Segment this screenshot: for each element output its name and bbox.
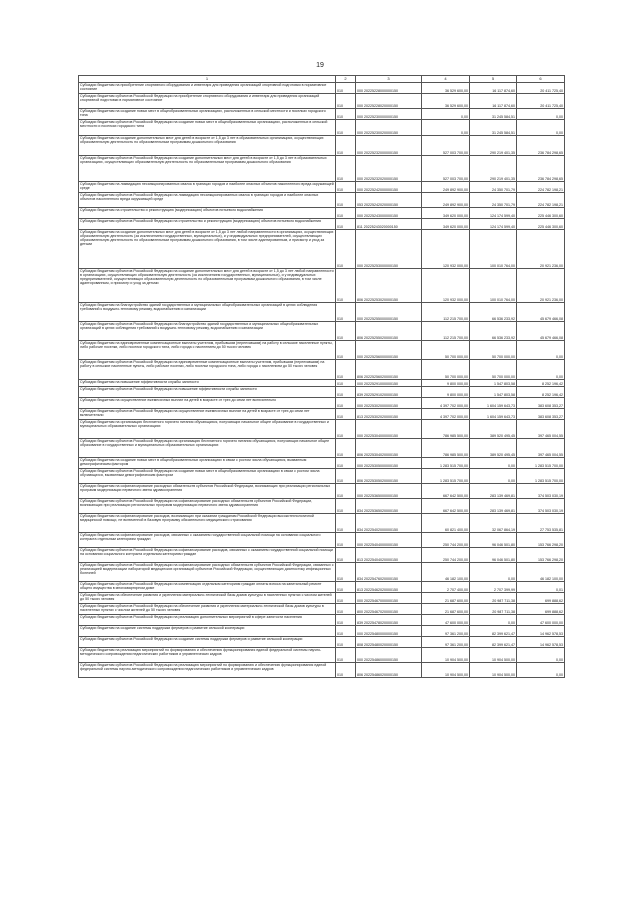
- approved-amount: 112 215 700,00: [422, 322, 470, 341]
- budget-code: 010: [336, 83, 356, 94]
- column-number: 6: [517, 76, 565, 83]
- classification-code: 808 20225480020000150: [356, 637, 422, 648]
- classification-code: 000 20225230000000150: [356, 109, 422, 120]
- approved-amount: 36 529 600,00: [422, 94, 470, 109]
- executed-amount: 1 604 159 643,73: [470, 398, 517, 409]
- table-row: [79, 420, 565, 439]
- column-number: 3: [356, 76, 422, 83]
- approved-amount: 120 932 000,00: [422, 230, 470, 269]
- budget-code: 010: [336, 322, 356, 341]
- remaining-amount: 20 411 725,40: [517, 94, 565, 109]
- approved-amount: 120 932 000,00: [422, 269, 470, 303]
- remaining-amount: 225 446 300,60: [517, 219, 565, 230]
- row-name: Субсидии бюджетам субъектов Российской Федерации на создание новых мест в общеобразовательных организациях, расположенных в сельской местности и поселках городского типа: [79, 120, 336, 136]
- table-row: [79, 387, 565, 398]
- approved-amount: 527 003 700,00: [422, 136, 470, 156]
- row-name: Субсидии бюджетам на реализацию мероприятий по формированию и обеспечению функционирования единой федеральной системы научно-методического сопровождения педагогических работников и управленческих кадров: [79, 648, 336, 663]
- classification-code: 000 20225305000000150: [356, 458, 422, 469]
- budget-code: 010: [336, 626, 356, 637]
- budget-code: 010: [336, 499, 356, 514]
- budget-code: 010: [336, 514, 356, 533]
- row-name: Субсидии бюджетам на софинансирование расходов, связанных с оказанием государственной социальной помощи на основании социального контракта отдельным категориям граждан: [79, 533, 336, 548]
- budget-code: 010: [336, 484, 356, 499]
- remaining-amount: 225 446 300,60: [517, 208, 565, 219]
- table-row: [79, 193, 565, 208]
- classification-code: 813 20225462020000150: [356, 582, 422, 593]
- approved-amount: 2 707 400,00: [422, 582, 470, 593]
- table-row: [79, 458, 565, 469]
- column-number: 5: [470, 76, 517, 83]
- row-name: Субсидии бюджетам на приобретение спортивного оборудования и инвентаря для приведения организаций спортивной подготовки в нормативное состояние: [79, 83, 336, 94]
- executed-amount: 2 707 399,99: [470, 582, 517, 593]
- executed-amount: 1 547 803,58: [470, 380, 517, 387]
- remaining-amount: 20 411 725,40: [517, 83, 565, 94]
- remaining-amount: 224 782 198,21: [517, 182, 565, 193]
- budget-code: 010: [336, 341, 356, 360]
- table-row: [79, 484, 565, 499]
- classification-code: 053 20225242020000150: [356, 193, 422, 208]
- row-name: Субсидии бюджетам субъектов Российской Федерации на реализацию дополнительных мероприятий в сфере занятости населения: [79, 615, 336, 626]
- executed-amount: 290 219 401,35: [470, 136, 517, 156]
- remaining-amount: 20 921 236,00: [517, 269, 565, 303]
- executed-amount: 66 536 233,92: [470, 303, 517, 322]
- remaining-amount: 14 962 578,53: [517, 637, 565, 648]
- classification-code: 834 20225402000000150: [356, 514, 422, 533]
- classification-code: 000 20225232000000150: [356, 136, 422, 156]
- table-row: [79, 120, 565, 136]
- table-row: [79, 94, 565, 109]
- table-row: [79, 563, 565, 582]
- approved-amount: 786 985 500,00: [422, 439, 470, 458]
- executed-amount: 31 245 584,51: [470, 109, 517, 120]
- page-number: 19: [316, 62, 324, 69]
- classification-code: 806 20225486020000150: [356, 663, 422, 678]
- executed-amount: 50 700 000,00: [470, 360, 517, 380]
- budget-table: [78, 75, 565, 678]
- remaining-amount: 8 252 196,42: [517, 380, 565, 387]
- budget-code: 010: [336, 208, 356, 219]
- row-name: Субсидии бюджетам субъектов Российской Федерации на ликвидацию несанкционированных свалок в границах городов и наиболее опасных объектов накопленного вреда окружающей среде: [79, 193, 336, 208]
- approved-amount: 10 904 500,00: [422, 663, 470, 678]
- row-name: Субсидии бюджетам на софинансирование расходов, возникающих при оказании гражданам Российской Федерации высокотехнологичной медицинской помощи, не включенной в базовую программу обязательного медицинского страхования: [79, 514, 336, 533]
- remaining-amount: 45 679 466,08: [517, 322, 565, 341]
- table-row: [79, 548, 565, 563]
- classification-code: 000 20225255000000150: [356, 303, 422, 322]
- approved-amount: 21 687 600,00: [422, 604, 470, 615]
- approved-amount: 249 892 900,00: [422, 182, 470, 193]
- row-name: Субсидии бюджетам субъектов Российской Федерации на строительство и реконструкцию (модернизацию) объектов питьевого водоснабжения: [79, 219, 336, 230]
- budget-code: 010: [336, 604, 356, 615]
- row-name: Субсидии бюджетам субъектов Российской Федерации на реализацию мероприятий по формированию и обеспечению функционирования единой федеральной системы научно-методического сопровождения педагогических работников и управленческих кадров: [79, 663, 336, 678]
- classification-code: 000 20225228000000150: [356, 83, 422, 94]
- row-name: Субсидии бюджетам субъектов Российской Федерации на осуществление ежемесячных выплат на детей в возрасте от трех до семи лет включительно: [79, 409, 336, 420]
- classification-code: 000 20225253000000150: [356, 230, 422, 269]
- classification-code: 000 20225243000000150: [356, 208, 422, 219]
- executed-amount: 24 350 701,79: [470, 182, 517, 193]
- row-name: Субсидии бюджетам на создание новых мест в общеобразовательных организациях в связи с ростом числа обучающихся, вызванным демографическим фактором: [79, 458, 336, 469]
- table-row: [79, 156, 565, 182]
- row-name: Субсидии бюджетам субъектов Российской Федерации на приобретение спортивного оборудования и инвентаря для приведения организаций спортивной подготовки в нормативное состояние: [79, 94, 336, 109]
- budget-code: 010: [336, 469, 356, 484]
- table-row: [79, 615, 565, 626]
- remaining-amount: 27 753 535,81: [517, 514, 565, 533]
- remaining-amount: 8 252 196,42: [517, 387, 565, 398]
- table-row: [79, 230, 565, 269]
- row-name: Субсидии бюджетам субъектов Российской Федерации на софинансирование расходов, связанных с оказанием государственной социальной помощи на основании социального контракта отдельным категориям граждан: [79, 548, 336, 563]
- executed-amount: 389 520 495,45: [470, 420, 517, 439]
- classification-code: 834 20225365020000150: [356, 499, 422, 514]
- table-row: [79, 514, 565, 533]
- classification-code: 000 20225232020000150: [356, 156, 422, 182]
- table-row: [79, 533, 565, 548]
- budget-code: 010: [336, 360, 356, 380]
- approved-amount: 60 821 400,00: [422, 514, 470, 533]
- approved-amount: 527 003 700,00: [422, 156, 470, 182]
- table-row: [79, 499, 565, 514]
- row-name: Субсидии бюджетам субъектов Российской Федерации на обеспечение развития и укрепления материально-технической базы домов культуры в населенных пунктах с числом жителей до 50 тысяч человек: [79, 604, 336, 615]
- executed-amount: 0,00: [470, 458, 517, 469]
- remaining-amount: 47 600 000,00: [517, 615, 565, 626]
- remaining-amount: 397 465 004,55: [517, 420, 565, 439]
- row-name: Субсидии бюджетам на создание дополнительных мест для детей в возрасте от 1,5 до 3 лет в образовательных организациях, осуществляющих образовательную деятельность по образовательным программам дошкольного образования: [79, 136, 336, 156]
- table-row: [79, 439, 565, 458]
- classification-code: 000 20225228020000150: [356, 94, 422, 109]
- budget-code: 010: [336, 439, 356, 458]
- remaining-amount: 20 921 236,00: [517, 230, 565, 269]
- budget-code: 010: [336, 648, 356, 663]
- executed-amount: 32 067 864,19: [470, 514, 517, 533]
- approved-amount: 250 744 200,00: [422, 548, 470, 563]
- approved-amount: 4 397 702 000,00: [422, 409, 470, 420]
- column-number: 2: [336, 76, 356, 83]
- approved-amount: 97 361 200,00: [422, 626, 470, 637]
- table-row: [79, 322, 565, 341]
- remaining-amount: 46 182 100,00: [517, 563, 565, 582]
- remaining-amount: 1 283 515 700,00: [517, 469, 565, 484]
- table-row: [79, 663, 565, 678]
- classification-code: 000 20225302000000150: [356, 398, 422, 409]
- row-name: Субсидии бюджетам на благоустройство зданий государственных и муниципальных общеобразовательных организаций в целях соблюдения требований к воздушно-тепловому режиму, водоснабжению и канализации: [79, 303, 336, 322]
- remaining-amount: 236 784 298,65: [517, 156, 565, 182]
- budget-code: 010: [336, 380, 356, 387]
- approved-amount: 1 283 515 700,00: [422, 458, 470, 469]
- executed-amount: 82 399 621,47: [470, 637, 517, 648]
- row-name: Субсидии бюджетам на строительство и реконструкцию (модернизацию) объектов питьевого водоснабжения: [79, 208, 336, 219]
- classification-code: 000 20225291000000150: [356, 380, 422, 387]
- remaining-amount: 0,00: [517, 109, 565, 120]
- table-row: [79, 219, 565, 230]
- approved-amount: 250 744 200,00: [422, 533, 470, 548]
- remaining-amount: 699 888,62: [517, 593, 565, 604]
- remaining-amount: 374 503 030,19: [517, 484, 565, 499]
- remaining-amount: 0,00: [517, 663, 565, 678]
- budget-code: 010: [336, 663, 356, 678]
- row-name: Субсидии бюджетам субъектов Российской Федерации на создание новых мест в общеобразовательных организациях в связи с ростом числа обучающихся, вызванным демографическим фактором: [79, 469, 336, 484]
- approved-amount: 249 892 900,00: [422, 193, 470, 208]
- budget-code: 010: [336, 120, 356, 136]
- remaining-amount: 699 888,62: [517, 604, 565, 615]
- remaining-amount: 1 283 515 700,00: [517, 458, 565, 469]
- remaining-amount: 374 503 030,19: [517, 499, 565, 514]
- table-row: [79, 626, 565, 637]
- classification-code: 806 20225255020000150: [356, 322, 422, 341]
- table-row: [79, 604, 565, 615]
- approved-amount: 47 600 000,00: [422, 615, 470, 626]
- table-body: [79, 76, 565, 678]
- budget-code: 010: [336, 303, 356, 322]
- remaining-amount: 0,00: [517, 360, 565, 380]
- executed-amount: 100 010 764,00: [470, 230, 517, 269]
- column-number: 4: [422, 76, 470, 83]
- table-row: [79, 109, 565, 120]
- budget-code: 010: [336, 230, 356, 269]
- budget-code: 010: [336, 409, 356, 420]
- executed-amount: 96 046 501,80: [470, 548, 517, 563]
- table-row: [79, 469, 565, 484]
- remaining-amount: 0,00: [517, 648, 565, 663]
- budget-code: 010: [336, 387, 356, 398]
- row-name: Субсидии бюджетам на создание системы поддержки фермеров и развитие сельской кооперации: [79, 626, 336, 637]
- executed-amount: 1 547 803,58: [470, 387, 517, 398]
- budget-code: 010: [336, 533, 356, 548]
- executed-amount: 0,00: [470, 615, 517, 626]
- budget-code: 010: [336, 563, 356, 582]
- classification-code: 000 20225242000000150: [356, 182, 422, 193]
- remaining-amount: 383 608 353,27: [517, 398, 565, 409]
- budget-code: 010: [336, 156, 356, 182]
- approved-amount: 97 361 200,00: [422, 637, 470, 648]
- approved-amount: 46 182 100,00: [422, 563, 470, 582]
- approved-amount: 349 620 000,00: [422, 208, 470, 219]
- executed-amount: 82 399 621,47: [470, 626, 517, 637]
- executed-amount: 50 700 000,00: [470, 341, 517, 360]
- row-name: Субсидии бюджетам субъектов Российской Федерации на создание дополнительных мест для детей в возрасте от 1,5 до 3 лет любой направленности в организациях, осуществляющих образовательную деятельность (за исключением государственных, муниципальных), и у индивидуальных предпринимателей, осуществляющих образовательную деятельность по образовательным программам дошкольного образования, в том числе адаптированным, и присмотр и уход за детьми: [79, 269, 336, 303]
- remaining-amount: 0,01: [517, 582, 565, 593]
- classification-code: 000 20225486000000150: [356, 648, 422, 663]
- executed-amount: 0,00: [470, 469, 517, 484]
- table-row: [79, 593, 565, 604]
- table-row: [79, 637, 565, 648]
- executed-amount: 100 010 764,00: [470, 269, 517, 303]
- approved-amount: 1 283 515 700,00: [422, 469, 470, 484]
- executed-amount: 20 987 711,38: [470, 593, 517, 604]
- row-name: Субсидии бюджетам на создание новых мест в общеобразовательных организациях, расположенных в сельской местности и поселках городского типа: [79, 109, 336, 120]
- remaining-amount: 153 766 298,20: [517, 548, 565, 563]
- executed-amount: 124 174 599,40: [470, 208, 517, 219]
- executed-amount: 389 520 495,45: [470, 439, 517, 458]
- budget-code: 010: [336, 182, 356, 193]
- budget-code: 010: [336, 548, 356, 563]
- budget-code: 010: [336, 109, 356, 120]
- remaining-amount: 383 608 353,27: [517, 409, 565, 420]
- row-name: Субсидии бюджетам на обеспечение развития и укрепления материально-технической базы домов культуры в населенных пунктах с числом жителей до 50 тысяч человек: [79, 593, 336, 604]
- approved-amount: 112 215 700,00: [422, 303, 470, 322]
- approved-amount: 4 397 702 000,00: [422, 398, 470, 409]
- classification-code: 000 20225404000000150: [356, 533, 422, 548]
- executed-amount: 20 987 711,38: [470, 604, 517, 615]
- classification-code: 000 20225256000000150: [356, 341, 422, 360]
- classification-code: 000 20225480000000150: [356, 626, 422, 637]
- table-row: [79, 83, 565, 94]
- approved-amount: 0,00: [422, 120, 470, 136]
- executed-amount: 16 117 874,60: [470, 94, 517, 109]
- classification-code: 800 20225467020000150: [356, 604, 422, 615]
- row-name: Субсидии бюджетам субъектов Российской Федерации на компенсацию отдельным категориям граждан оплаты взноса на капитальный ремонт общего имущества в многоквартирном доме: [79, 582, 336, 593]
- row-name: Субсидии бюджетам на софинансирование расходных обязательств субъектов Российской Федерации, возникающих при реализации региональных программ модернизации первичного звена здравоохранения: [79, 484, 336, 499]
- budget-code: 010: [336, 420, 356, 439]
- budget-code: 010: [336, 94, 356, 109]
- budget-code: 010: [336, 193, 356, 208]
- approved-amount: 786 985 500,00: [422, 420, 470, 439]
- executed-amount: 24 350 701,79: [470, 193, 517, 208]
- row-name: Субсидии бюджетам субъектов Российской Федерации на софинансирование расходных обязательств субъектов Российской Федерации, связанных с реализацией модернизации лабораторий медицинских организаций субъектов Российской Федерации, осуществляющих диагностику инфекционных болезней: [79, 563, 336, 582]
- executed-amount: 10 904 500,00: [470, 663, 517, 678]
- approved-amount: 36 529 600,00: [422, 83, 470, 94]
- executed-amount: 124 174 599,40: [470, 219, 517, 230]
- table-row: [79, 136, 565, 156]
- remaining-amount: 236 784 298,65: [517, 136, 565, 156]
- table-row: [79, 398, 565, 409]
- row-name: Субсидии бюджетам на организацию бесплатного горячего питания обучающихся, получающих начальное общее образование в государственных и муниципальных образовательных организациях: [79, 420, 336, 439]
- approved-amount: 349 620 000,00: [422, 219, 470, 230]
- classification-code: 806 20225304020000150: [356, 439, 422, 458]
- row-name: Субсидии бюджетам субъектов Российской Федерации на повышение эффективности службы занятости: [79, 387, 336, 398]
- executed-amount: 66 536 233,92: [470, 322, 517, 341]
- classification-code: 806 20225305020000150: [356, 469, 422, 484]
- classification-code: 806 20225256020000150: [356, 360, 422, 380]
- row-name: Субсидии бюджетам субъектов Российской Федерации на создание дополнительных мест для детей в возрасте от 1,5 до 3 лет в образовательных организациях, осуществляющих образовательную деятельность по образовательным программам дошкольного образования: [79, 156, 336, 182]
- remaining-amount: 0,00: [517, 341, 565, 360]
- approved-amount: 0,00: [422, 109, 470, 120]
- approved-amount: 9 800 000,00: [422, 380, 470, 387]
- approved-amount: 10 904 500,00: [422, 648, 470, 663]
- table-row: [79, 208, 565, 219]
- executed-amount: 96 046 501,80: [470, 533, 517, 548]
- table-row: [79, 360, 565, 380]
- table-row: [79, 303, 565, 322]
- approved-amount: 667 642 500,00: [422, 484, 470, 499]
- budget-code: 010: [336, 219, 356, 230]
- row-name: Субсидии бюджетам на повышение эффективности службы занятости: [79, 380, 336, 387]
- classification-code: 000 20225230020000150: [356, 120, 422, 136]
- table-row: [79, 269, 565, 303]
- row-name: Субсидии бюджетам на осуществление ежемесячных выплат на детей в возрасте от трех до семи лет включительно: [79, 398, 336, 409]
- classification-code: 000 20225467000000150: [356, 593, 422, 604]
- approved-amount: 9 800 000,00: [422, 387, 470, 398]
- row-name: Субсидии бюджетам субъектов Российской Федерации на создание системы поддержки фермеров и развитие сельской кооперации: [79, 637, 336, 648]
- executed-amount: 283 139 469,81: [470, 499, 517, 514]
- approved-amount: 50 700 000,00: [422, 360, 470, 380]
- executed-amount: 0,00: [470, 563, 517, 582]
- executed-amount: 290 219 401,35: [470, 156, 517, 182]
- budget-code: 010: [336, 582, 356, 593]
- budget-code: 010: [336, 269, 356, 303]
- remaining-amount: 45 679 466,08: [517, 303, 565, 322]
- budget-code: 010: [336, 458, 356, 469]
- classification-code: 813 20225404020000150: [356, 548, 422, 563]
- classification-code: 834 20225476020000150: [356, 563, 422, 582]
- executed-amount: 283 139 469,81: [470, 484, 517, 499]
- table-row: [79, 341, 565, 360]
- column-number: 1: [79, 76, 336, 83]
- approved-amount: 50 700 000,00: [422, 341, 470, 360]
- remaining-amount: 397 465 004,55: [517, 439, 565, 458]
- row-name: Субсидии бюджетам субъектов Российской Федерации на софинансирование расходных обязательств субъектов Российской Федерации, возникающих при реализации региональных программ модернизации первичного звена здравоохранения: [79, 499, 336, 514]
- table-row: [79, 380, 565, 387]
- row-name: Субсидии бюджетам субъектов Российской Федерации на организацию бесплатного горячего питания обучающихся, получающих начальное общее образование в государственных и муниципальных образовательных организациях: [79, 439, 336, 458]
- remaining-amount: 14 962 578,53: [517, 626, 565, 637]
- row-name: Субсидии бюджетам субъектов Российской Федерации на благоустройство зданий государственных и муниципальных общеобразовательных организаций в целях соблюдения требований к воздушно-тепловому режиму, водоснабжению и канализации: [79, 322, 336, 341]
- row-name: Субсидии бюджетам на единовременные компенсационные выплаты учителям, прибывшим (переехавшим) на работу в сельские населенные пункты, либо рабочие поселки, либо поселки городского типа, либо города с населением до 50 тысяч человек: [79, 341, 336, 360]
- table-row: [79, 182, 565, 193]
- executed-amount: 31 245 584,51: [470, 120, 517, 136]
- executed-amount: 10 904 500,00: [470, 648, 517, 663]
- classification-code: 000 20225365000000150: [356, 484, 422, 499]
- budget-code: 010: [336, 136, 356, 156]
- classification-code: 811 20225243020000150: [356, 219, 422, 230]
- budget-code: 010: [336, 615, 356, 626]
- classification-code: 813 20225302020000150: [356, 409, 422, 420]
- budget-code: 010: [336, 637, 356, 648]
- row-name: Субсидии бюджетам на создание дополнительных мест для детей в возрасте от 1,5 до 3 лет любой направленности в организациях, осуществляющих образовательную деятельность (за исключением государственных, муниципальных), и у индивидуальных предпринимателей, осуществляющих образовательную деятельность по образовательным программам дошкольного образования, в том числе адаптированным, и присмотр и уход за детьми: [79, 230, 336, 269]
- classification-code: 806 20225253020000150: [356, 269, 422, 303]
- remaining-amount: 224 782 198,21: [517, 193, 565, 208]
- approved-amount: 21 687 600,00: [422, 593, 470, 604]
- executed-amount: 16 117 874,60: [470, 83, 517, 94]
- classification-code: 839 20225478020000150: [356, 615, 422, 626]
- table-row: [79, 648, 565, 663]
- remaining-amount: 153 766 298,20: [517, 533, 565, 548]
- table-row: [79, 582, 565, 593]
- column-number-row: [79, 76, 565, 83]
- table-row: [79, 409, 565, 420]
- row-name: Субсидии бюджетам субъектов Российской Федерации на единовременные компенсационные выплаты учителям, прибывшим (переехавшим) на работу в сельские населенные пункты, либо рабочие поселки, либо поселки городского типа, либо города с населением до 50 тысяч человек: [79, 360, 336, 380]
- budget-code: 010: [336, 398, 356, 409]
- classification-code: 839 20225291020000150: [356, 387, 422, 398]
- classification-code: 000 20225304000000150: [356, 420, 422, 439]
- budget-code: 010: [336, 593, 356, 604]
- approved-amount: 667 642 500,00: [422, 499, 470, 514]
- row-name: Субсидии бюджетам на ликвидацию несанкционированных свалок в границах городов и наиболее опасных объектов накопленного вреда окружающей среде: [79, 182, 336, 193]
- executed-amount: 1 604 159 643,73: [470, 409, 517, 420]
- remaining-amount: 0,00: [517, 120, 565, 136]
